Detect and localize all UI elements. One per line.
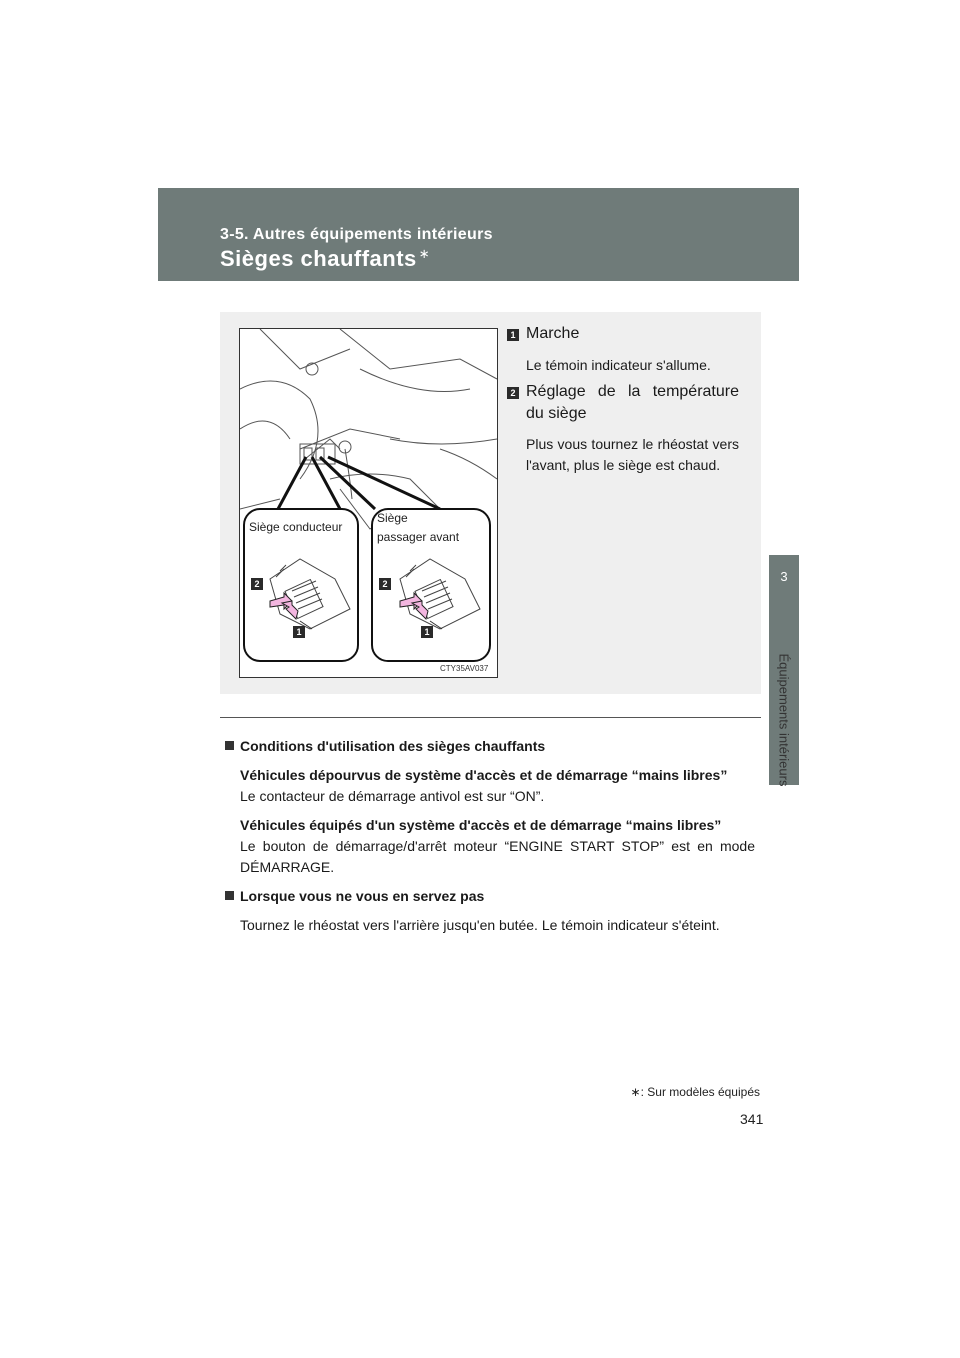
note-text-not-in-use: Tournez le rhéostat vers l'arrière jusqu'en butée. Le témoin indicateur s'éteint. bbox=[240, 917, 720, 933]
footnote bbox=[631, 1085, 760, 1099]
legend-badge-2: 2 bbox=[507, 387, 519, 399]
section-divider bbox=[220, 717, 761, 718]
badge-2-driver: 2 bbox=[251, 578, 263, 590]
chapter-label: Équipements intérieurs bbox=[776, 653, 792, 787]
page-title-text: Sièges chauffants bbox=[220, 246, 417, 271]
page-number: 341 bbox=[740, 1111, 764, 1127]
chapter-number: 3 bbox=[780, 569, 788, 584]
legend-desc-on: Le témoin indicateur s'allume. bbox=[526, 357, 711, 373]
badge-2-passenger: 2 bbox=[379, 578, 391, 590]
chapter-header bbox=[158, 188, 799, 281]
footnote-asterisk: ∗ bbox=[630, 1085, 641, 1099]
legend-badge-1: 1 bbox=[507, 329, 519, 341]
legend-desc-temperature: Plus vous tournez le rhéostat vers l'avant, plus le siège est chaud. bbox=[526, 436, 739, 473]
dashboard-drawing bbox=[240, 329, 497, 677]
bullet-square-icon bbox=[225, 741, 234, 750]
seat-heater-illustration bbox=[239, 328, 498, 678]
note-text-without-smart-key: Le contacteur de démarrage antivol est sur “ON”. bbox=[240, 788, 545, 804]
note-heading-not-in-use: Lorsque vous ne vous en servez pas bbox=[225, 886, 755, 907]
label-passenger-seat-line2: passager avant bbox=[377, 530, 460, 544]
legend-title-temperature-line1: Réglage de la température bbox=[526, 383, 739, 400]
label-driver-seat: Siège conducteur bbox=[249, 520, 343, 534]
note-text-with-smart-key: Le bouton de démarrage/d'arrêt moteur “ENGINE START STOP” est en mode DÉMARRAGE. bbox=[240, 838, 755, 875]
equipped-asterisk: ∗ bbox=[418, 246, 431, 261]
badge-1-passenger: 1 bbox=[421, 626, 433, 638]
legend-title-temperature-line2: du siège bbox=[526, 405, 587, 422]
note-sub-with-smart-key: Véhicules équipés d'un système d'accès et de démarrage “mains libres” bbox=[240, 817, 722, 833]
badge-1-driver: 1 bbox=[293, 626, 305, 638]
bullet-square-icon bbox=[225, 891, 234, 900]
section-title: 3-5. Autres équipements intérieurs bbox=[220, 226, 493, 243]
note-sub-without-smart-key: Véhicules dépourvus de système d'accès et de démarrage “mains libres” bbox=[240, 767, 728, 783]
notes-section bbox=[225, 736, 755, 936]
legend-title-on: Marche bbox=[526, 325, 580, 342]
figure-code: CTY35AV037 bbox=[440, 664, 489, 673]
label-passenger-seat-line1: Siège bbox=[377, 511, 408, 525]
footnote-text: : Sur modèles équipés bbox=[640, 1085, 760, 1099]
note-heading-conditions: Conditions d'utilisation des sièges chauffants bbox=[225, 736, 755, 757]
page-title bbox=[220, 246, 430, 272]
